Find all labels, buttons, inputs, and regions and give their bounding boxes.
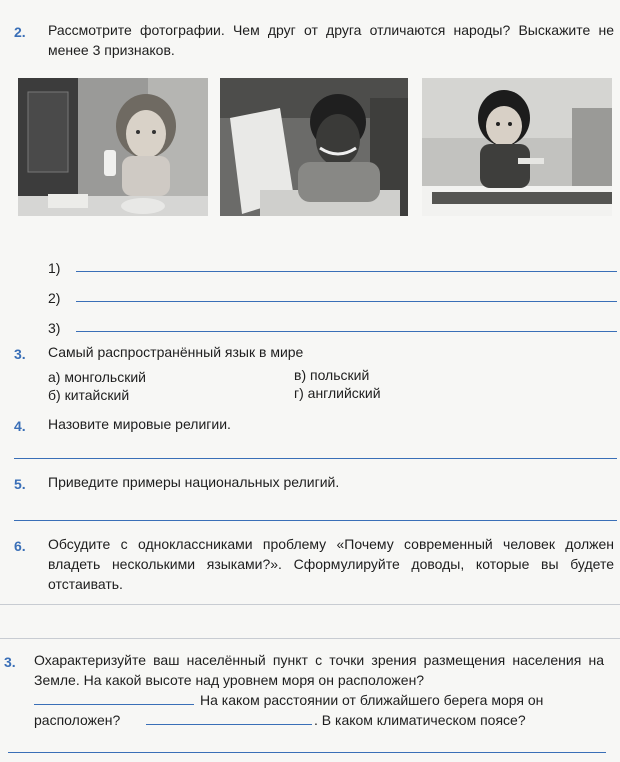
question-3b-line3a: расположен? <box>34 712 121 728</box>
photo-boy-with-laptop <box>220 78 408 216</box>
section-divider <box>0 604 620 605</box>
option-g[interactable]: г) английский <box>294 385 381 401</box>
answer-2-label: 2) <box>48 290 61 306</box>
altitude-answer-line[interactable] <box>34 704 194 705</box>
photo-girl-at-table <box>422 78 612 216</box>
answer-3-line[interactable] <box>76 331 617 332</box>
question-2-text: Рассмотрите фотографии. Чем друг от друга отличаются народы? Выскажите не менее 3 признаков. <box>48 22 614 58</box>
question-3b-line2: На каком расстоянии от ближайшего берега моря он <box>200 692 544 708</box>
question-3b-line3b: . В каком климатическом поясе? <box>314 712 526 728</box>
answer-1-label: 1) <box>48 260 61 276</box>
question-5-text: Приведите примеры национальных религий. <box>48 474 340 490</box>
answer-3-label: 3) <box>48 320 61 336</box>
question-4-text: Назовите мировые религии. <box>48 416 231 432</box>
question-2-number: 2. <box>14 24 26 40</box>
answer-1-line[interactable] <box>76 271 617 272</box>
answer-4-line[interactable] <box>14 458 617 459</box>
question-3-text: Самый распространённый язык в мире <box>48 344 304 360</box>
photo-girl-with-cup <box>18 78 208 216</box>
option-v[interactable]: в) польский <box>294 367 370 383</box>
question-5-number: 5. <box>14 476 26 492</box>
answer-2-line[interactable] <box>76 301 617 302</box>
climate-answer-line[interactable] <box>8 752 606 753</box>
question-6-text: Обсудите с одноклассниками проблему «Почему современный человек должен владеть несколькими языками?». Сформулируйте доводы, которые вы будете отстаивать. <box>48 536 614 592</box>
answer-5-line[interactable] <box>14 520 617 521</box>
question-4-number: 4. <box>14 418 26 434</box>
question-6-number: 6. <box>14 538 26 554</box>
section-divider-2 <box>0 638 620 639</box>
question-3b-number: 3. <box>4 654 16 670</box>
option-b[interactable]: б) китайский <box>48 387 130 403</box>
question-3b-text: Охарактеризуйте ваш населённый пункт с точки зрения размещения населения на Земле. На какой высоте над уровнем моря он расположен? <box>34 652 604 688</box>
question-3-number: 3. <box>14 346 26 362</box>
option-a[interactable]: а) монгольский <box>48 369 146 385</box>
distance-answer-line[interactable] <box>146 724 312 725</box>
